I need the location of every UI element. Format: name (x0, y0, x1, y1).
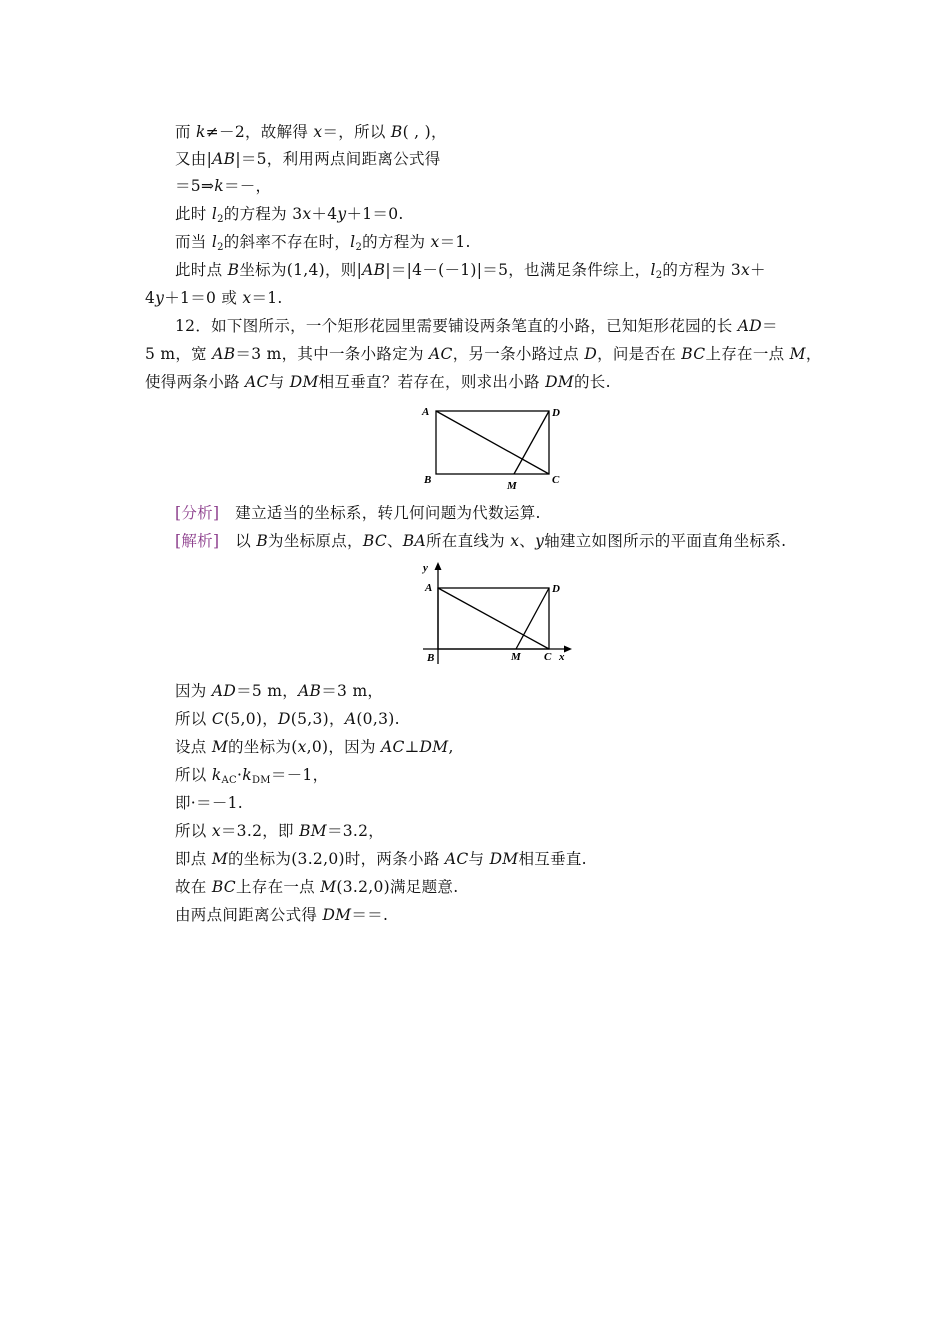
analysis-line: [分析] 建立适当的坐标系，转几何问题为代数运算. (175, 504, 541, 522)
problem-12-line: 12．如下图所示，一个矩形花园里需要铺设两条笔直的小路，已知矩形花园的长 AD＝ (175, 317, 778, 335)
figure-rectangle-garden (418, 402, 568, 494)
text-line: 4y＋1＝0 或 x＝1. (145, 289, 283, 307)
step-line: 所以 $k_{AC}\cdot k_{DM}=-1$， (175, 766, 329, 786)
solution-line: [解析] 以 B为坐标原点，BC、BA所在直线为 x、y轴建立如图所示的平面直角坐标系. (175, 532, 787, 550)
step-line: 所以 x＝3.2，即 BM＝3.2， (175, 822, 385, 840)
text-line: ＝5⇒k＝－， (175, 177, 272, 195)
figure-coordinate-system (418, 560, 578, 670)
label-d: D (552, 583, 560, 595)
step-line: 即·＝－1. (175, 794, 244, 812)
label-d: D (552, 407, 560, 419)
step-line: 所以 C(5,0)，D(5,3)，A(0,3). (175, 710, 400, 728)
step-line: 设点 M的坐标为(x,0)，因为 AC⊥DM, (175, 738, 454, 756)
step-line: 因为 AD＝5 m，AB＝3 m， (175, 682, 384, 700)
step-line: 由两点间距离公式得 DM＝＝. (175, 906, 389, 924)
label-a: A (422, 406, 430, 418)
label-b: B (427, 652, 435, 664)
label-y: y (423, 562, 428, 574)
problem-12-line: 使得两条小路 AC与 DM相互垂直？若存在，则求出小路 DM的长. (145, 373, 611, 391)
label-c: C (552, 474, 560, 486)
problem-12-line: 5 m，宽 AB＝3 m，其中一条小路定为 AC，另一条小路过点 D，问是否在 BC上存在一点 M， (145, 345, 822, 363)
y-axis-arrow (435, 562, 442, 570)
step-line: 即点 M的坐标为(3.2,0)时，两条小路 AC与 DM相互垂直. (175, 850, 587, 868)
text-line: 而 k≠－2，故解得 x＝，所以 B( , )， (175, 123, 447, 141)
text-line: 而当 $l_2$的斜率不存在时，$l_2$的方程为 x＝1. (175, 233, 471, 253)
x-axis-arrow (564, 646, 572, 653)
label-x: x (559, 651, 565, 663)
label-a: A (425, 582, 433, 594)
label-m: M (511, 651, 521, 663)
analysis-tag: [分析] (175, 504, 220, 522)
text-line: 此时 $l_2$的方程为 3x＋4y＋1＝0. (175, 205, 404, 225)
label-b: B (424, 474, 432, 486)
label-m: M (507, 480, 517, 492)
label-c: C (544, 651, 552, 663)
text-line: 此时点 B坐标为(1,4)，则|AB|＝|4－(－1)|＝5，也满足条件综上，$l_2$的方程为 3x＋ (175, 261, 766, 281)
text-line: 又由|AB|＝5，利用两点间距离公式得 (175, 150, 441, 168)
step-line: 故在 BC上存在一点 M(3.2,0)满足题意. (175, 878, 459, 896)
solution-tag: [解析] (175, 532, 220, 550)
